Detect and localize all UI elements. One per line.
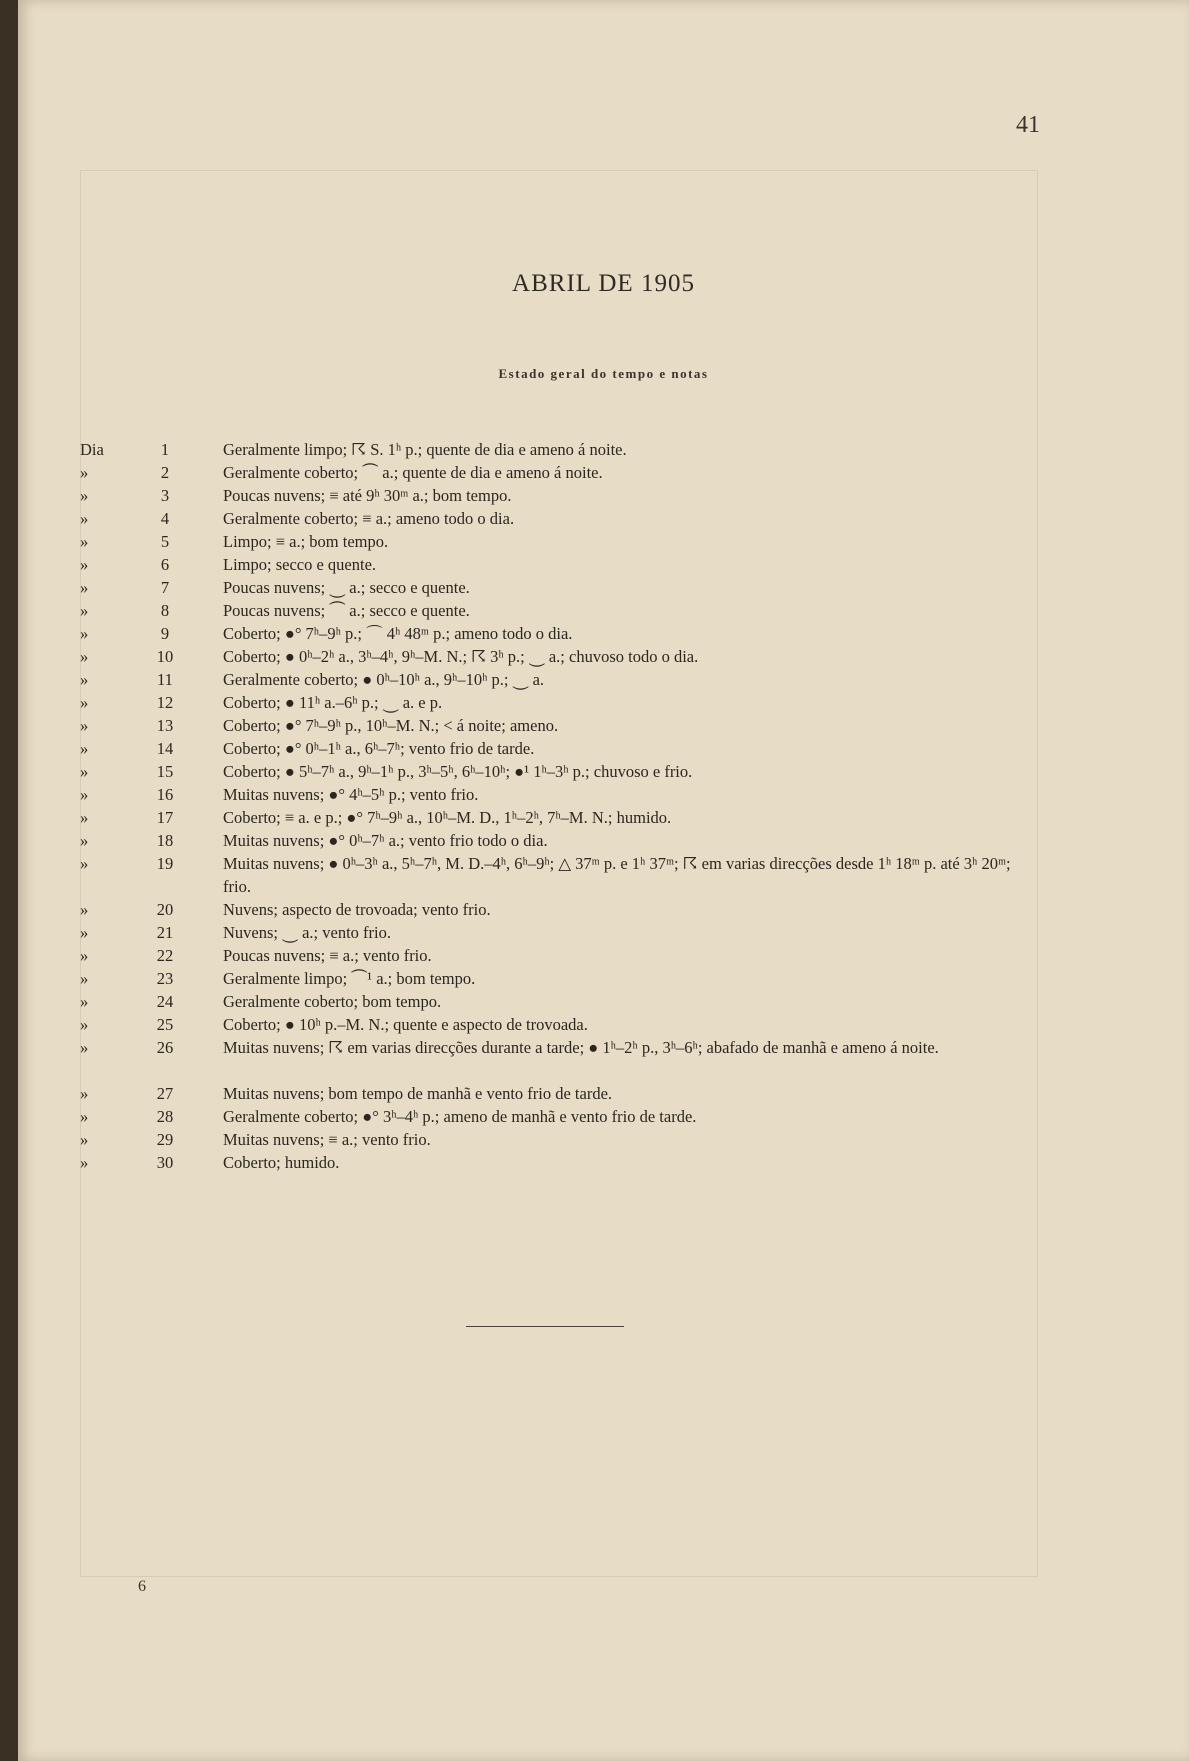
day-number: 8 [160,601,170,620]
list-item [18,438,1189,461]
weather-note: Geralmente limpo; ⏜¹ a.; bom tempo. [223,969,476,988]
day-number: 29 [156,1130,174,1149]
day-number: 25 [156,1015,174,1034]
day-label: » [80,509,89,528]
weather-note: Muitas nuvens; bom tempo de manhã e vento frio de tarde. [223,1084,613,1103]
list-item [18,1128,1189,1151]
weather-note: Poucas nuvens; ≡ até 9ʰ 30ᵐ a.; bom tempo. [223,486,512,505]
list-item [18,944,1189,967]
day-number: 15 [156,762,174,781]
day-label: » [80,624,89,643]
day-number: 2 [160,463,170,482]
page-number: 41 [1016,112,1040,138]
list-item [18,1082,1189,1105]
weather-note: Geralmente coberto; ≡ a.; ameno todo o dia. [223,509,515,528]
list-item [18,622,1189,645]
day-label: » [80,1153,89,1172]
day-label: » [80,923,89,942]
day-number: 26 [156,1038,174,1057]
list-item [18,852,1189,898]
day-label: » [80,854,89,873]
day-number: 14 [156,739,174,758]
day-label: Dia [80,440,104,459]
weather-note: Poucas nuvens; ≡ a.; vento frio. [223,946,432,965]
day-label: » [80,739,89,758]
weather-note: Coberto; ● 5ʰ–7ʰ a., 9ʰ–1ʰ p., 3ʰ–5ʰ, 6ʰ–10ʰ; ●¹ 1ʰ–3ʰ p.; chuvoso e frio. [223,762,693,781]
weather-note: Geralmente coberto; bom tempo. [223,992,442,1011]
list-item [18,1013,1189,1036]
section-subtitle: Estado geral do tempo e notas [498,366,709,381]
day-label: » [80,900,89,919]
day-number: 4 [160,509,170,528]
list-item [18,645,1189,668]
list-item [18,760,1189,783]
weather-note: Coberto; humido. [223,1153,340,1172]
list-item [18,806,1189,829]
day-label: » [80,693,89,712]
list-item [18,599,1189,622]
list-item [18,691,1189,714]
day-number: 19 [156,854,174,873]
weather-note: Muitas nuvens; ●° 4ʰ–5ʰ p.; vento frio. [223,785,479,804]
weather-note: Coberto; ●° 0ʰ–1ʰ a., 6ʰ–7ʰ; vento frio de tarde. [223,739,535,758]
weather-note: Geralmente coberto; ● 0ʰ–10ʰ a., 9ʰ–10ʰ p.; ⏝ a. [223,670,545,689]
weather-note: Poucas nuvens; ⏜ a.; secco e quente. [223,601,470,620]
weather-note: Coberto; ●° 7ʰ–9ʰ p.; ⌒ 4ʰ 48ᵐ p.; ameno todo o dia. [223,624,573,643]
weather-note: Geralmente coberto; ⏜ a.; quente de dia e ameno á noite. [223,463,603,482]
day-label: » [80,785,89,804]
day-number: 13 [156,716,174,735]
day-label: » [80,670,89,689]
day-label: » [80,578,89,597]
day-number: 23 [156,969,174,988]
list-item [18,921,1189,944]
day-number: 18 [156,831,174,850]
signature-mark: 6 [138,1578,146,1595]
day-number: 16 [156,785,174,804]
list-item [18,668,1189,691]
list-item [18,967,1189,990]
list-item [18,829,1189,852]
list-item [18,1151,1189,1174]
day-number: 28 [156,1107,174,1126]
list-item [18,1105,1189,1128]
weather-note: Muitas nuvens; ≡ a.; vento frio. [223,1130,431,1149]
list-item [18,990,1189,1013]
weather-note: Nuvens; ⏝ a.; vento frio. [223,923,391,942]
day-label: » [80,555,89,574]
day-number: 9 [160,624,170,643]
day-number: 17 [156,808,174,827]
day-label: » [80,808,89,827]
list-item [18,1036,1189,1082]
day-number: 5 [160,532,170,551]
weather-note: Muitas nuvens; ●° 0ʰ–7ʰ a.; vento frio todo o dia. [223,831,548,850]
day-label: » [80,946,89,965]
list-item [18,783,1189,806]
day-label: » [80,1130,89,1149]
list-item [18,507,1189,530]
day-number: 24 [156,992,174,1011]
day-label: » [80,762,89,781]
page [18,0,1189,1761]
day-label: » [80,831,89,850]
day-label: » [80,969,89,988]
day-number: 10 [156,647,174,666]
day-label: » [80,992,89,1011]
list-item [18,530,1189,553]
list-item [18,898,1189,921]
day-number: 12 [156,693,174,712]
day-number: 7 [160,578,170,597]
day-number: 1 [160,440,170,459]
day-label: » [80,532,89,551]
day-number: 21 [156,923,174,942]
day-label: » [80,1107,89,1126]
weather-note: Geralmente limpo; ☈ S. 1ʰ p.; quente de dia e ameno á noite. [223,440,627,459]
day-label: » [80,1015,89,1034]
day-label: » [80,647,89,666]
list-item [18,737,1189,760]
weather-note: Coberto; ●° 7ʰ–9ʰ p., 10ʰ–M. N.; < á noite; ameno. [223,716,559,735]
list-item [18,553,1189,576]
day-label: » [80,601,89,620]
day-label: » [80,486,89,505]
day-number: 11 [157,670,173,689]
list-item [18,576,1189,599]
weather-note: Coberto; ● 0ʰ–2ʰ a., 3ʰ–4ʰ, 9ʰ–M. N.; ☈ 3ʰ p.; ⏝ a.; chuvoso todo o dia. [223,647,699,666]
list-item [18,714,1189,737]
list-item [18,461,1189,484]
day-number: 22 [156,946,174,965]
closing-rule [466,1326,624,1327]
weather-notes-list [18,438,1189,1174]
weather-note: Poucas nuvens; ⏝ a.; secco e quente. [223,578,470,597]
weather-note: Coberto; ● 11ʰ a.–6ʰ p.; ⏝ a. e p. [223,693,443,712]
weather-note: Nuvens; aspecto de trovoada; vento frio. [223,900,491,919]
weather-note: Muitas nuvens; ☈ em varias direcções durante a tarde; ● 1ʰ–2ʰ p., 3ʰ–6ʰ; abafado de manhã e ameno á noite. [223,1038,939,1057]
weather-note: Limpo; secco e quente. [223,555,377,574]
weather-note: Coberto; ≡ a. e p.; ●° 7ʰ–9ʰ a., 10ʰ–M. D., 1ʰ–2ʰ, 7ʰ–M. N.; humido. [223,808,672,827]
weather-note: Coberto; ● 10ʰ p.–M. N.; quente e aspecto de trovoada. [223,1015,588,1034]
day-number: 27 [156,1084,174,1103]
day-number: 30 [156,1153,174,1172]
list-item [18,484,1189,507]
day-number: 3 [160,486,170,505]
weather-note: Muitas nuvens; ● 0ʰ–3ʰ a., 5ʰ–7ʰ, M. D.–4ʰ, 6ʰ–9ʰ; △ 37ᵐ p. e 1ʰ 37ᵐ; ☈ em varias direcções desde 1ʰ 18ᵐ p. até 3ʰ 20ᵐ; frio. [223,854,1011,896]
weather-note: Geralmente coberto; ●° 3ʰ–4ʰ p.; ameno de manhã e vento frio de tarde. [223,1107,697,1126]
day-label: » [80,1038,89,1057]
weather-note: Limpo; ≡ a.; bom tempo. [223,532,389,551]
page-title: ABRIL DE 1905 [512,270,695,297]
day-label: » [80,463,89,482]
day-label: » [80,716,89,735]
day-label: » [80,1084,89,1103]
day-number: 20 [156,900,174,919]
day-number: 6 [160,555,170,574]
